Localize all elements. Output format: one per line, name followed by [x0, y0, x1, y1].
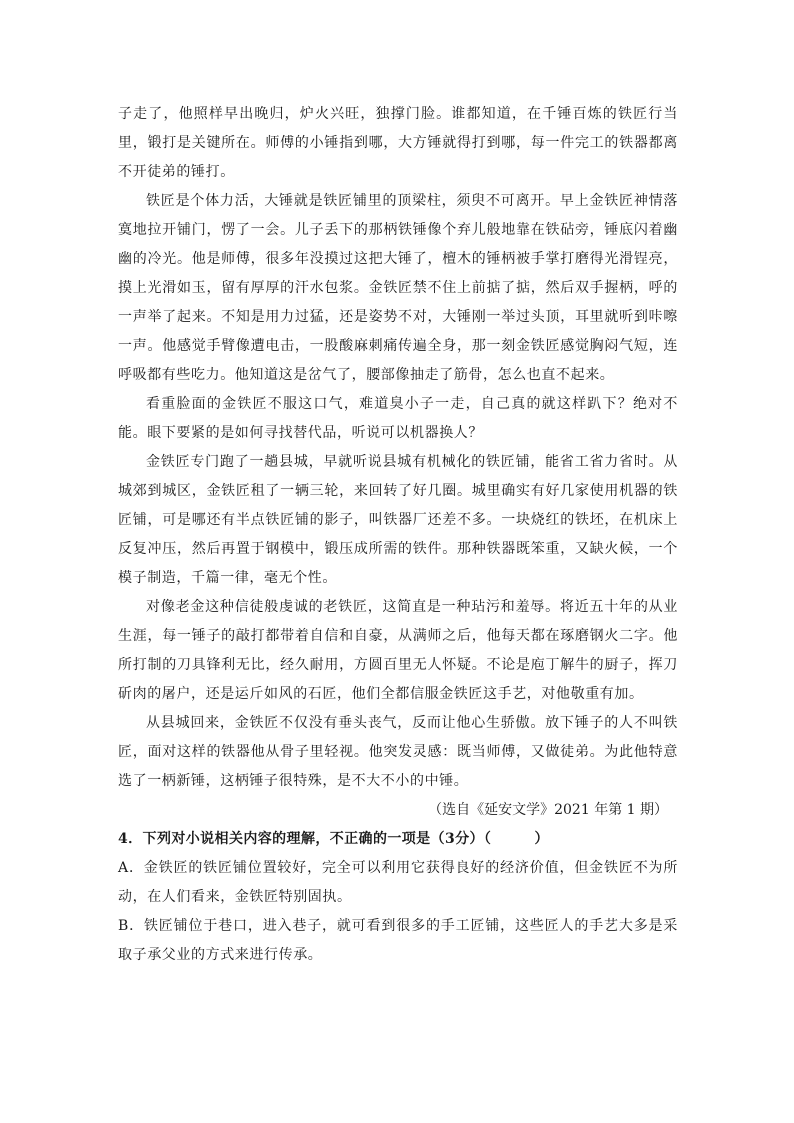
paragraph-6: 从县城回来，金铁匠不仅没有垂头丧气，反而让他心生骄傲。放下锤子的人不叫铁匠，面对这样的铁器他从骨子里轻视。他突发灵感：既当师傅，又做徒弟。为此他特意选了一柄新锤，这柄锤子很特殊，是不大不小的中锤。	[118, 715, 678, 789]
passage	[118, 100, 678, 825]
question-4	[118, 825, 678, 970]
paragraph-3: 看重脸面的金铁匠不服这口气，难道臭小子一走，自己真的就这样趴下？绝对不能。眼下要紧的是如何寻找替代品，听说可以机器换人？	[118, 396, 678, 441]
paragraph-5: 对像老金这种信徒般虔诚的老铁匠，这简直是一种玷污和羞辱。将近五十年的从业生涯，每一锤子的敲打都带着自信和自豪，从满师之后，他每天都在琢磨钢火二字。他所打制的刀具锋利无比，经久耐用，方圆百里无人怀疑。不论是庖丁解牛的厨子，挥刀斫肉的屠户，还是运斤如风的石匠，他们全都信服金铁匠这手艺，对他敬重有加。	[118, 599, 678, 702]
question-stem: 4．下列对小说相关内容的理解，不正确的一项是（3分）（ ）	[118, 831, 549, 847]
paragraph-1: 子走了，他照样早出晚归，炉火兴旺，独撑门脸。谁都知道，在千锤百炼的铁匠行当里，锻打是关键所在。师傅的小锤指到哪，大方锤就得打到哪，每一件完工的铁器都离不开徒弟的锤打。	[118, 106, 678, 180]
option-b: B．铁匠铺位于巷口，进入巷子，就可看到很多的手工匠铺，这些匠人的手艺大多是采取子承父业的方式来进行传承。	[118, 918, 678, 963]
source-citation: （选自《延安文学》2021 年第 1 期）	[428, 802, 668, 818]
paragraph-4: 金铁匠专门跑了一趟县城，早就听说县城有机械化的铁匠铺，能省工省力省时。从城郊到城区，金铁匠租了一辆三轮，来回转了好几圈。城里确实有好几家使用机器的铁匠铺，可是哪还有半点铁匠铺的影子，叫铁器厂还差不多。一块烧红的铁坯，在机床上反复冲压，然后再置于钢模中，锻压成所需的铁件。那种铁器既笨重，又缺火候，一个模子制造，千篇一律，毫无个性。	[118, 454, 678, 586]
option-a: A．金铁匠的铁匠铺位置较好，完全可以利用它获得良好的经济价值，但金铁匠不为所动，在人们看来，金铁匠特别固执。	[118, 860, 678, 905]
document-page	[118, 100, 678, 970]
paragraph-2: 铁匠是个体力活，大锤就是铁匠铺里的顶梁柱，须臾不可离开。早上金铁匠神情落寞地拉开铺门，愣了一会。儿子丢下的那柄铁锤像个弃儿般地靠在铁砧旁，锤底闪着幽幽的冷光。他是师傅，很多年没摸过这把大锤了，檀木的锤柄被手掌打磨得光滑锃亮，摸上光滑如玉，留有厚厚的汗水包浆。金铁匠禁不住上前掂了掂，然后双手握柄，呼的一声举了起来。不知是用力过猛，还是姿势不对，大锤刚一举过头顶，耳里就听到咔嚓一声。他感觉手臂像遭电击，一股酸麻刺痛传遍全身，那一刻金铁匠感觉胸闷气短，连呼吸都有些吃力。他知道这是岔气了，腰部像抽走了筋骨，怎么也直不起来。	[118, 193, 678, 383]
